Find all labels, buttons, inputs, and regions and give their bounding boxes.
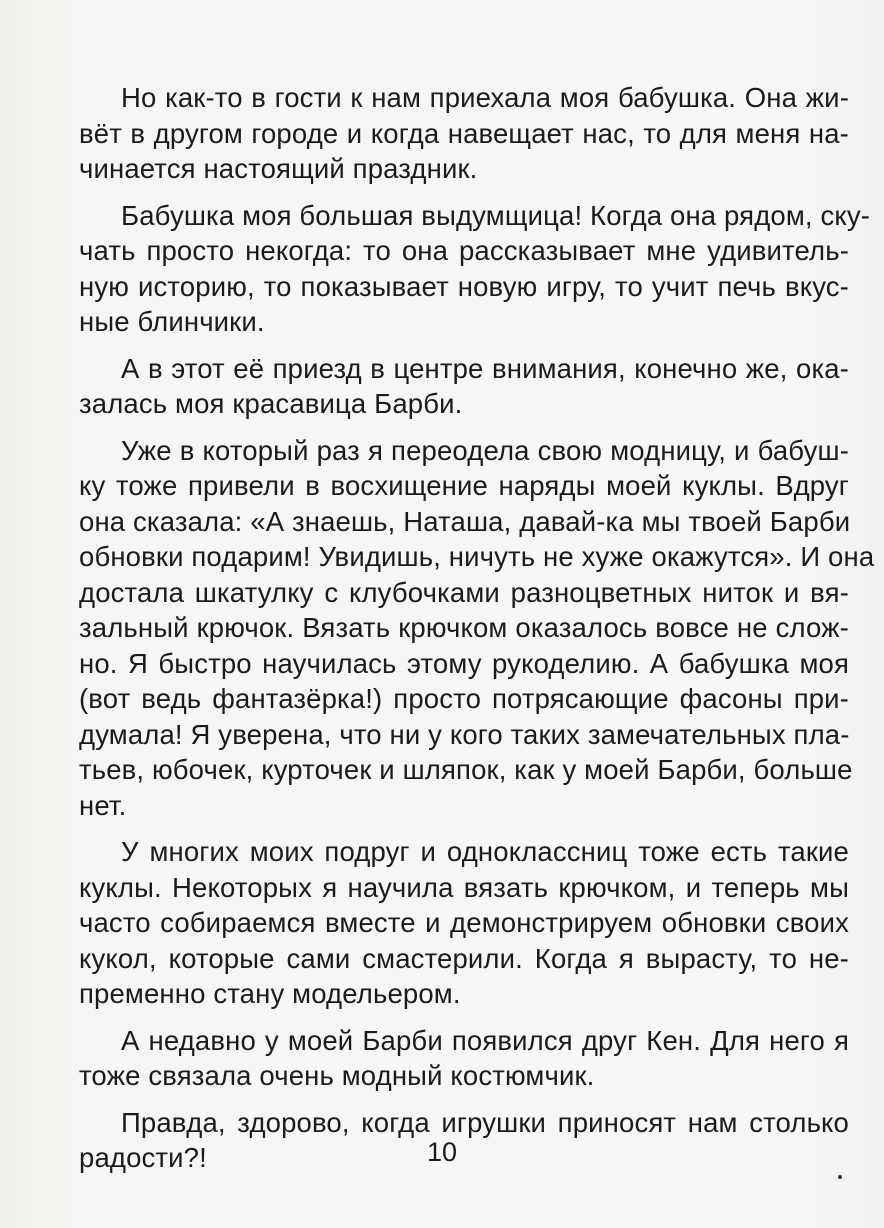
text-line: ные блинчики.	[79, 306, 265, 337]
text-line: А недавно у моей Барби появился друг Кен. Для него я	[121, 1024, 849, 1056]
text-line: нет.	[79, 789, 127, 821]
text-line: кукол, которые сами смастерили. Когда я вырасту, то не-	[79, 942, 849, 974]
text-line: вёт в другом городе и когда навещает нас, то для меня на-	[79, 117, 849, 149]
text-line: ку тоже привели в восхищение наряды моей куклы. Вдруг	[79, 470, 849, 501]
text-line: но. Я быстро научилась этому рукоделию. А бабушка моя	[79, 647, 849, 679]
text-line: ную историю, то показывает новую игру, то учит печь вкус-	[79, 270, 849, 302]
text-line: тьев, юбочек, курточек и шляпок, как у моей Барби, больше	[79, 754, 853, 785]
ink-speck	[838, 1175, 842, 1179]
text-line: она сказала: «А знаешь, Наташа, давай-ка мы твоей Барби	[79, 505, 851, 537]
text-line: пременно стану модельером.	[79, 978, 461, 1009]
text-line: тоже связала очень модный костюмчик.	[79, 1060, 595, 1091]
text-line: Но как-то в гости к нам приехала моя бабушка. Она жи-	[121, 82, 849, 113]
paragraph	[79, 80, 849, 187]
text-line: У многих моих подруг и одноклассниц тоже есть такие	[121, 836, 849, 867]
text-line: обновки подарим! Увидишь, ничуть не хуже окажутся». И она	[79, 541, 875, 572]
text-line: радости?!	[79, 1142, 207, 1173]
text-line: (вот ведь фантазёрка!) просто потрясающие фасоны при-	[79, 683, 849, 714]
text-line: зальный крючок. Вязать крючком оказалось вовсе не слож-	[79, 612, 849, 643]
paragraph	[79, 1023, 849, 1094]
text-line: Уже в который раз я переодела свою модницу, и бабуш-	[121, 434, 849, 466]
text-line: чинается настоящий праздник.	[79, 153, 478, 184]
page-number: 10	[426, 1137, 458, 1167]
paragraph	[79, 433, 875, 824]
text-line: чать просто некогда: то она рассказывает мне удивитель-	[79, 235, 849, 266]
paragraph	[79, 834, 849, 1012]
text-line: думала! Я уверена, что ни у кого таких замечательных пла-	[79, 718, 850, 750]
text-line: залась моя красавица Барби.	[79, 388, 463, 419]
text-line: Бабушка моя большая выдумщица! Когда она рядом, ску-	[121, 199, 871, 231]
story-text	[79, 80, 875, 1187]
text-line: Правда, здорово, когда игрушки приносят нам столько	[121, 1106, 849, 1138]
text-line: достала шкатулку с клубочками разноцветных ниток и вя-	[79, 576, 849, 608]
paragraph	[79, 351, 849, 422]
paragraph	[79, 198, 871, 340]
text-line: куклы. Некоторых я научила вязать крючком, и теперь мы	[79, 871, 849, 903]
text-line: часто собираемся вместе и демонстрируем обновки своих	[79, 907, 849, 938]
text-line: А в этот её приезд в центре внимания, конечно же, ока-	[121, 352, 849, 384]
